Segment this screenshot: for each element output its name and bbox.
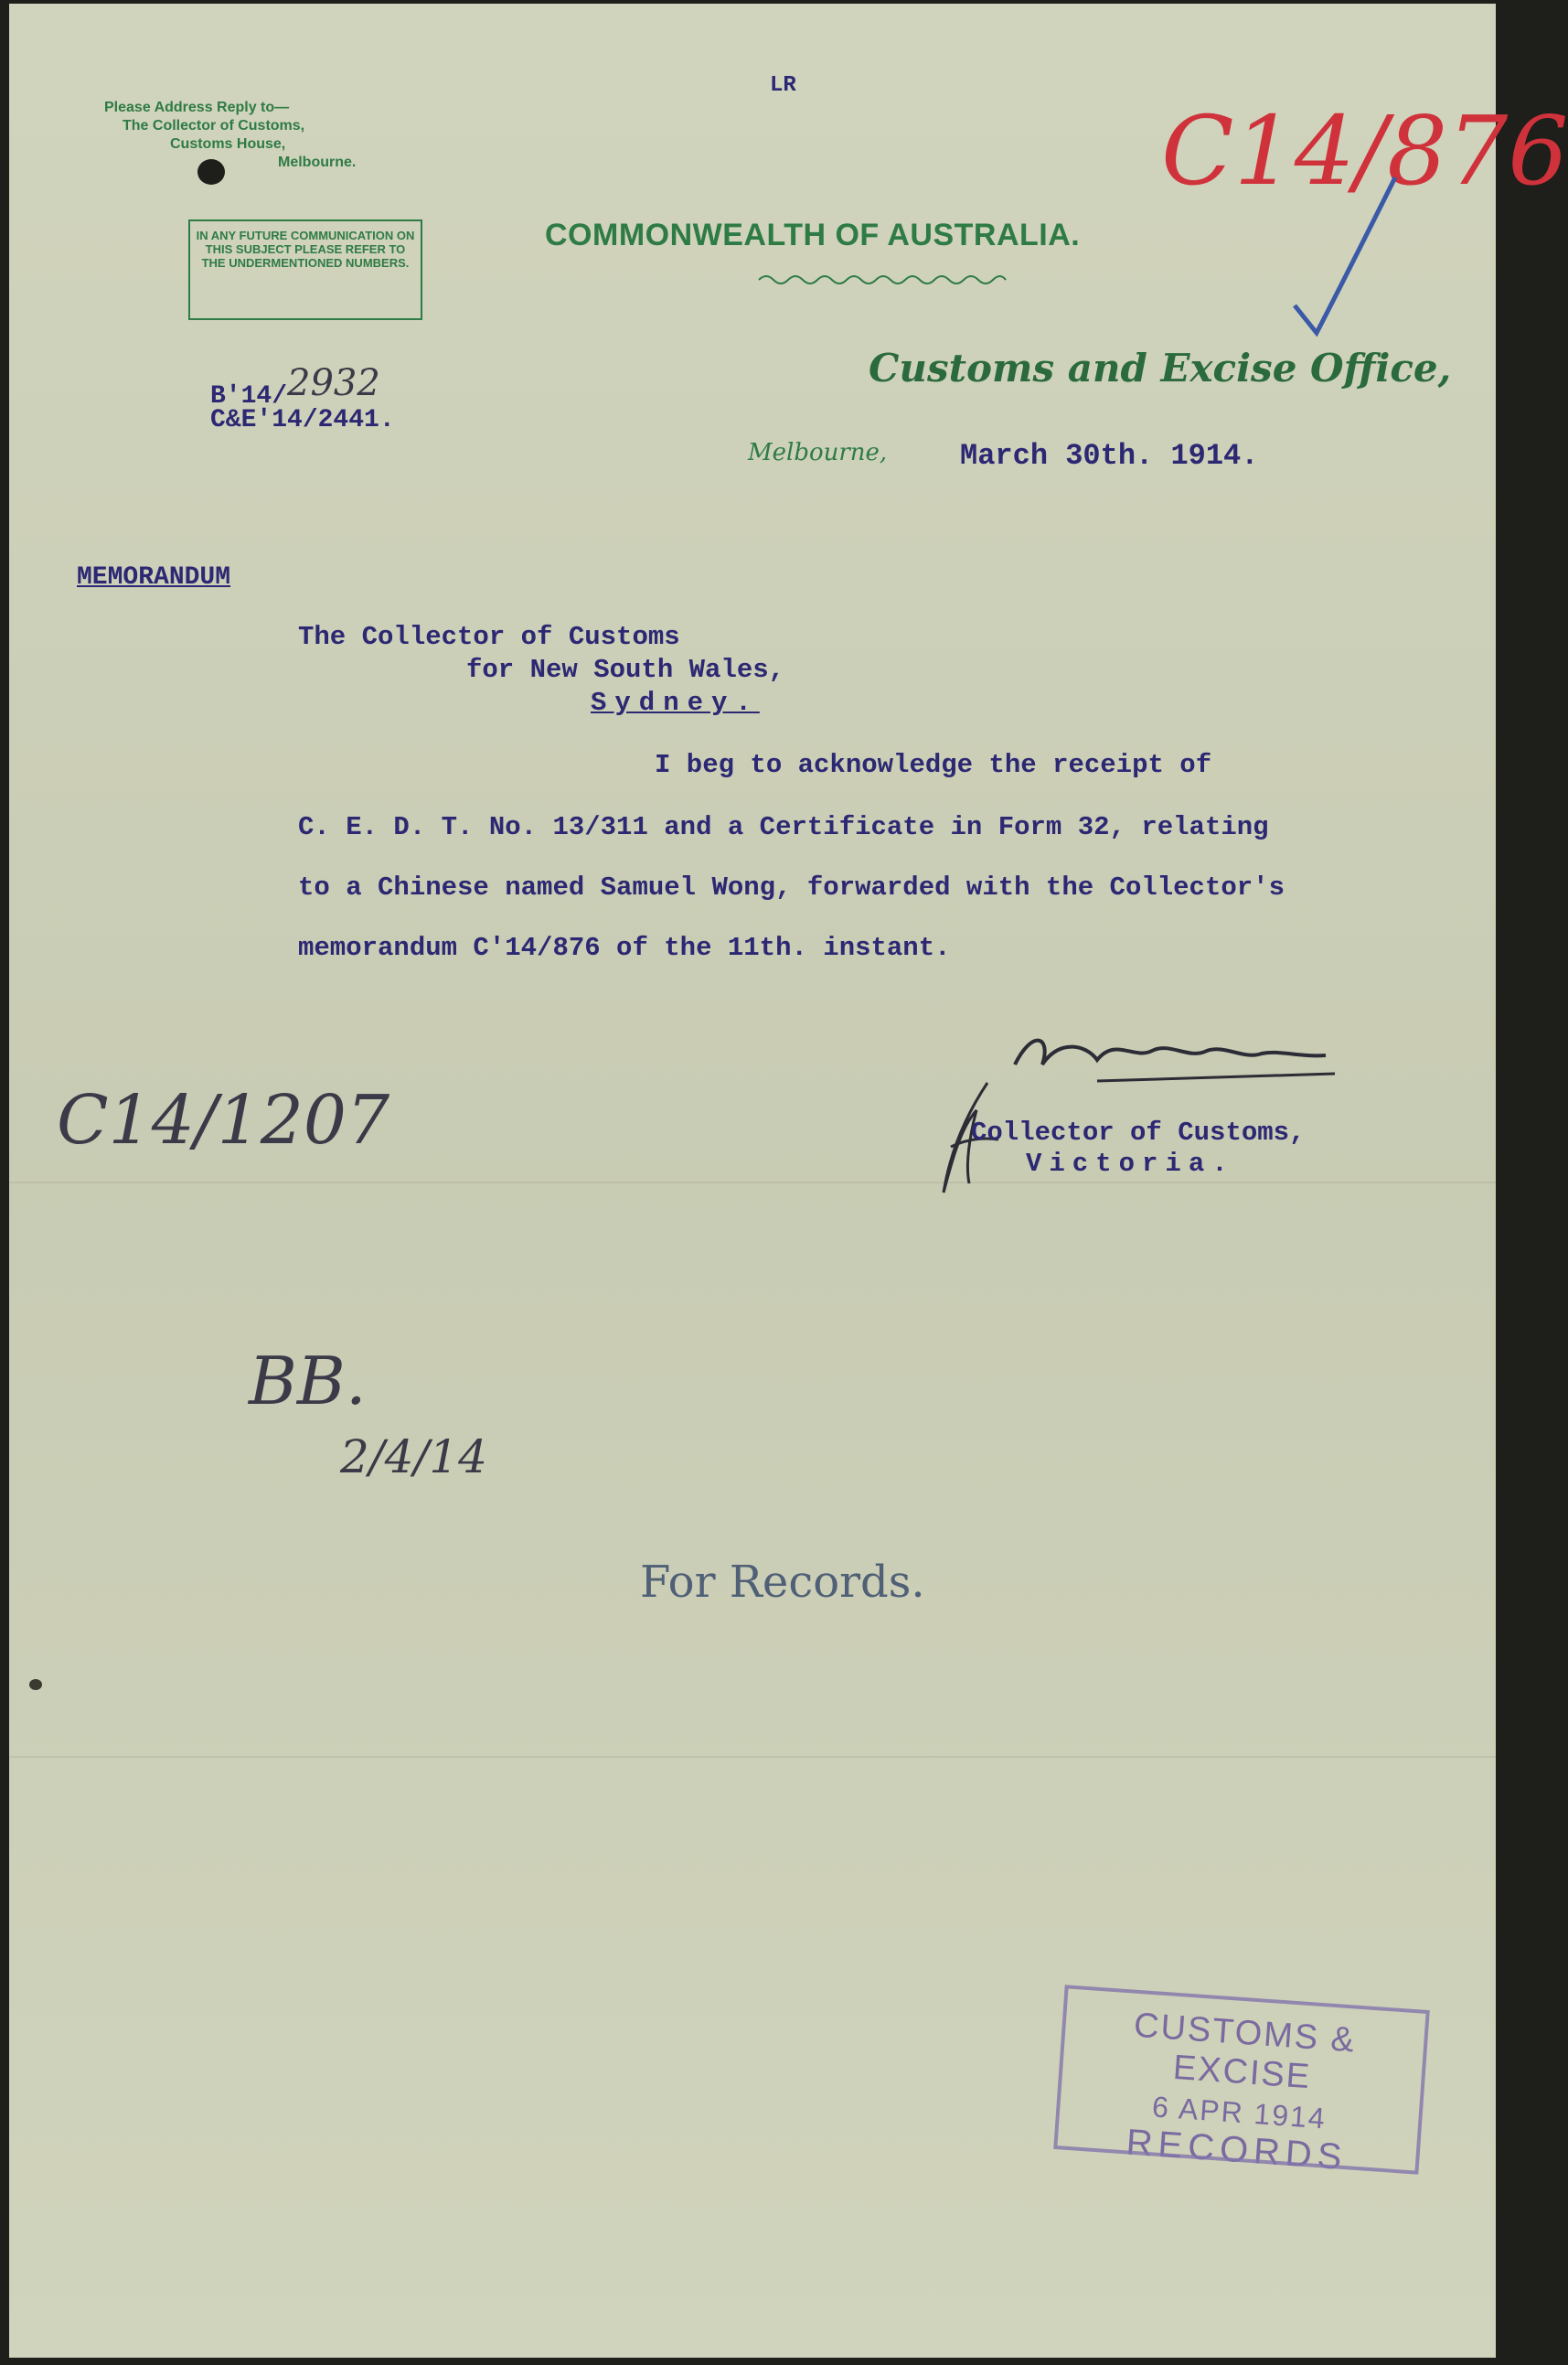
reply-address-line: The Collector of Customs, [123,118,305,134]
for-records-stamp: For Records. [640,1557,925,1608]
letter-date: March 30th. 1914. [960,439,1259,473]
fold-line [9,1756,1496,1758]
blue-check-mark-icon [1276,159,1404,342]
reference-ce: C&E'14/2441. [210,406,395,434]
handwritten-file-number: C14/1207 [57,1081,390,1160]
punch-hole [197,159,225,185]
ornament-rule-icon [759,271,1006,289]
body-line: I beg to acknowledge the receipt of [655,750,1212,780]
reply-address-line: Please Address Reply to— [104,100,290,115]
document-page [9,4,1568,2358]
body-line: C. E. D. T. No. 13/311 and a Certificate in Form 32, relating [298,812,1269,842]
reference-b-typed: B'14/ [210,382,288,411]
reference-b-handwritten: 2932 [287,362,380,404]
letterhead-title: COMMONWEALTH OF AUSTRALIA. [545,218,1081,252]
signatory-title: Collector of Customs, [971,1118,1306,1148]
reply-address-line: Melbourne. [278,155,357,170]
body-line: to a Chinese named Samuel Wong, forwarded with the Collector's [298,872,1285,903]
signatory-state: Victoria. [1026,1149,1235,1179]
memorandum-label: MEMORANDUM [77,563,231,592]
handwritten-initials-date: 2/4/14 [340,1430,487,1483]
place-name: Melbourne, [748,439,888,466]
stamp-line: RECORDS [1125,2122,1349,2178]
office-name: Customs and Excise Office, [869,346,1452,391]
refer-notice-box [188,219,422,320]
lr-mark: LR [770,73,796,98]
addressee-line: The Collector of Customs [298,622,680,652]
addressee-line: for New South Wales, [466,655,785,685]
stamp-border [1053,1985,1430,2174]
refer-notice-text: IN ANY FUTURE COMMUNICATION ON THIS SUBJECT PLEASE REFER TO THE UNDERMENTIONED NUMBERS. [196,229,415,270]
reply-address-line: Customs House, [170,136,286,152]
stamp-line: CUSTOMS & EXCISE [1132,2006,1358,2097]
fold-line [9,1182,1496,1183]
reply-address-block [104,99,356,172]
addressee-city: Sydney. [591,688,760,718]
ink-dot [29,1679,42,1690]
body-line: memorandum C'14/876 of the 11th. instant. [298,933,951,963]
red-pencil-reference: C14/876 [1161,95,1568,207]
stamp-date: 6 APR 1914 [1151,2090,1328,2135]
signature-icon [1006,1010,1353,1101]
received-date-stamp [1053,1985,1430,2178]
handwritten-initials: BB. [249,1343,367,1419]
